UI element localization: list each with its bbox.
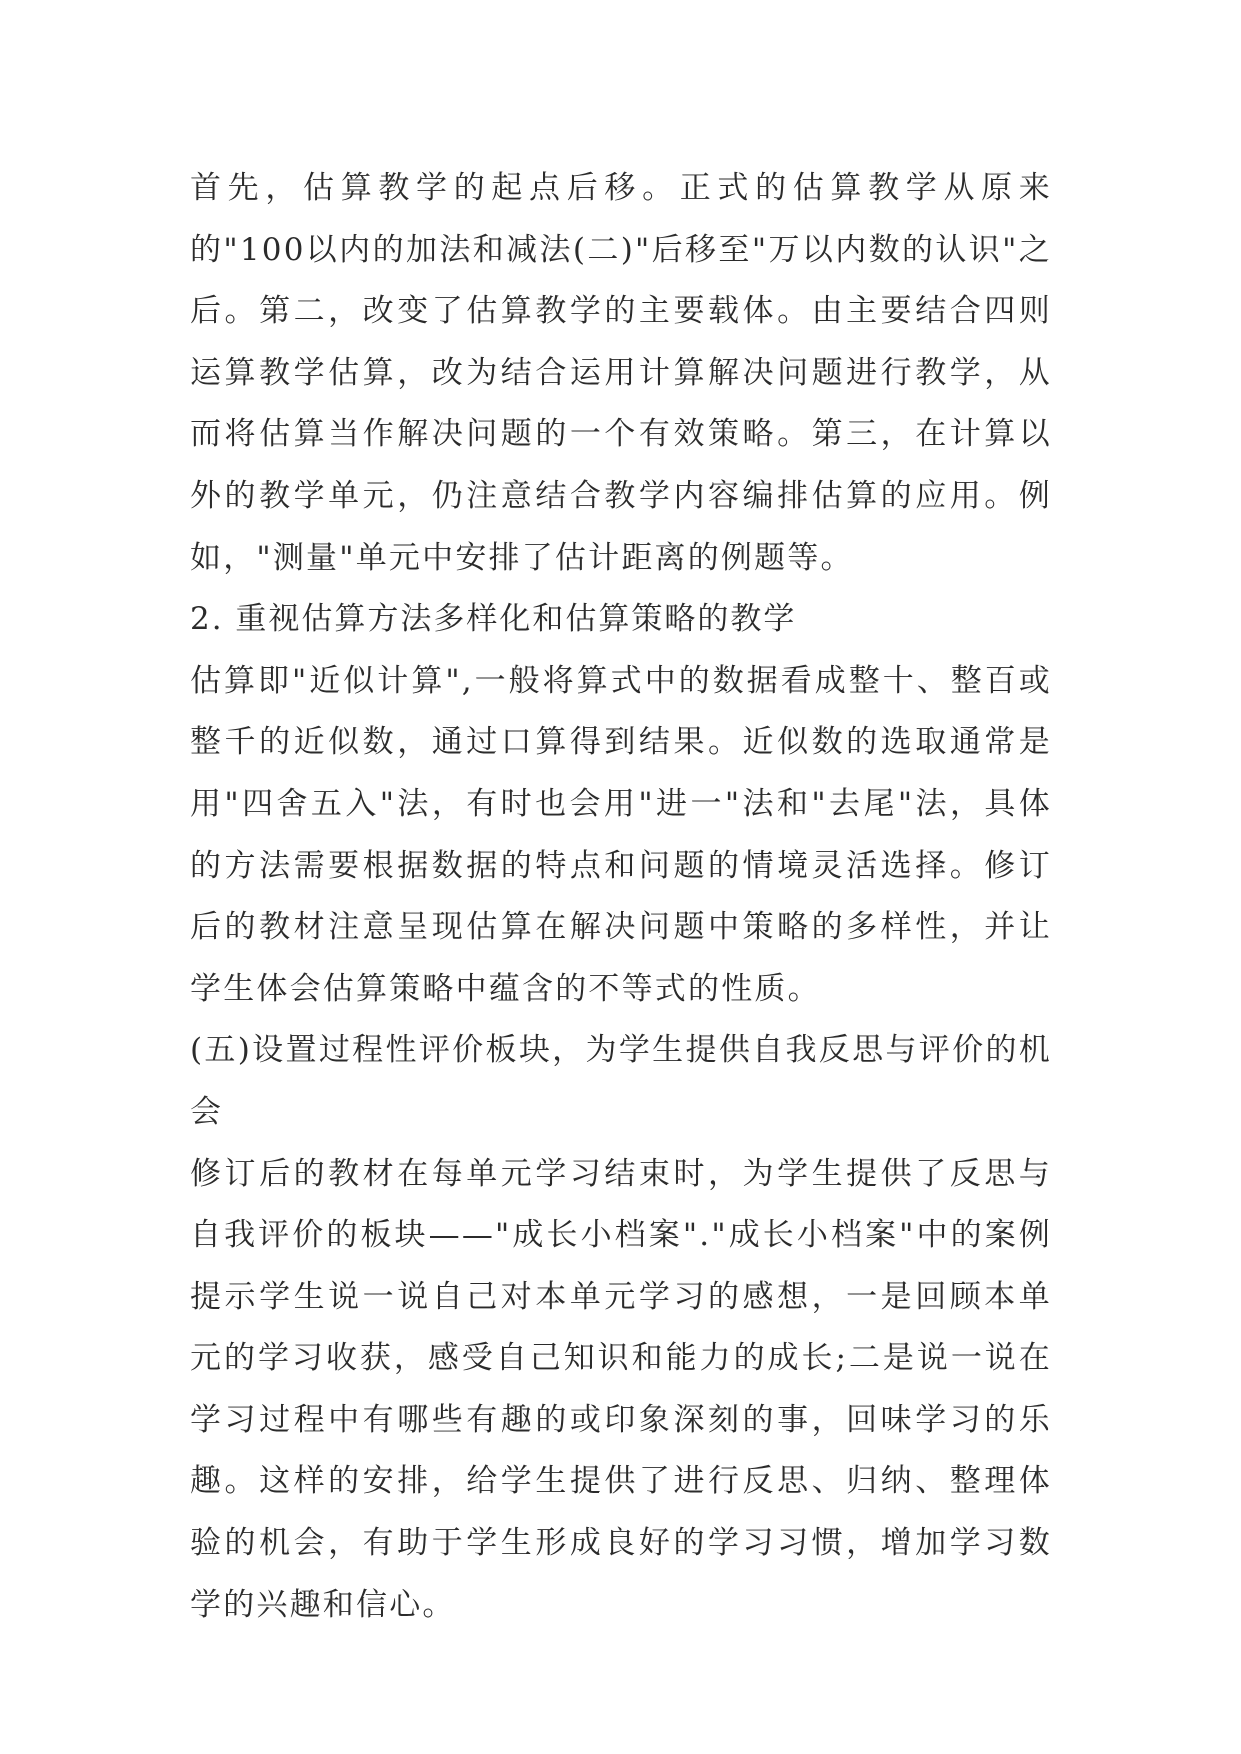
section-heading-5: (五)设置过程性评价板块，为学生提供自我反思与评价的机会 bbox=[190, 1032, 1052, 1130]
document-body bbox=[190, 158, 1052, 1636]
paragraph-estimation-methods: 估算即"近似计算",一般将算式中的数据看成整十、整百或整千的近似数，通过口算得到结果。近似数的选取通常是用"四舍五入"法，有时也会用"进一"法和"去尾"法，具体的方法需要根据数据的特点和问题的情境灵活选择。修订后的教材注意呈现估算在解决问题中策略的多样性，并让学生体会估算策略中蕴含的不等式的性质。 bbox=[190, 662, 1052, 1007]
section-heading-2: 2. 重视估算方法多样化和估算策略的教学 bbox=[190, 601, 797, 638]
paragraph-growth-portfolio: 修订后的教材在每单元学习结束时，为学生提供了反思与自我评价的板块——"成长小档案"."成长小档案"中的案例提示学生说一说自己对本单元学习的感想，一是回顾本单元的学习收获，感受自己知识和能力的成长;二是说一说在学习过程中有哪些有趣的或印象深刻的事，回味学习的乐趣。这样的安排，给学生提供了进行反思、归纳、整理体验的机会，有助于学生形成良好的学习习惯，增加学习数学的兴趣和信心。 bbox=[190, 1155, 1052, 1623]
paragraph-estimation-changes: 首先，估算教学的起点后移。正式的估算教学从原来的"100以内的加法和减法(二)"后移至"万以内数的认识"之后。第二，改变了估算教学的主要载体。由主要结合四则运算教学估算，改为结合运用计算解决问题进行教学，从而将估算当作解决问题的一个有效策略。第三，在计算以外的教学单元，仍注意结合教学内容编排估算的应用。例如，"测量"单元中安排了估计距离的例题等。 bbox=[190, 170, 1052, 576]
